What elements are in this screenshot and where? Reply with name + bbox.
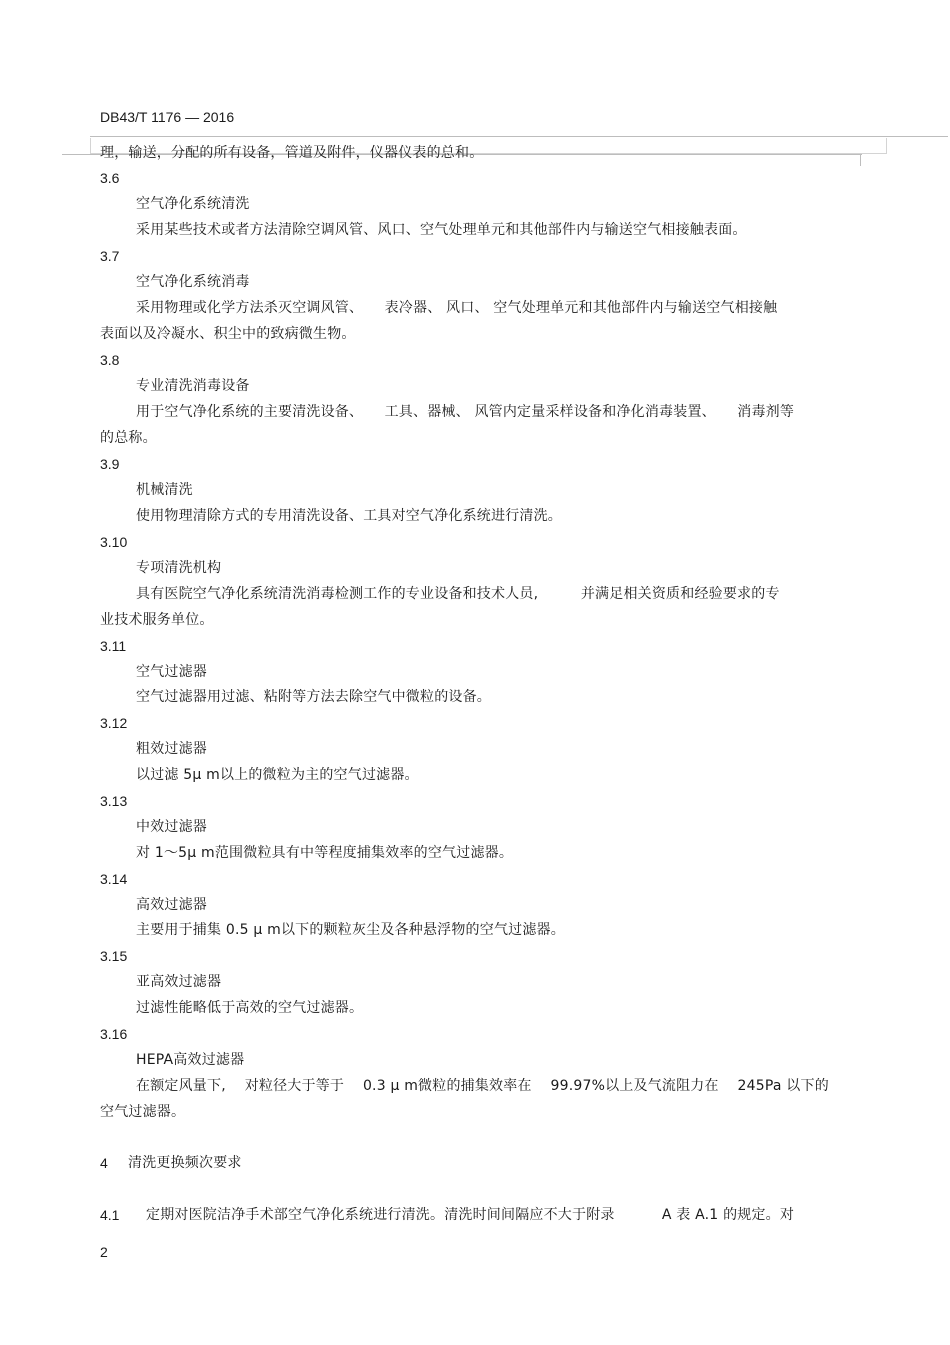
term-definition: 用于空气净化系统的主要清洗设备、 工具、器械、 风管内定量采样设备和净化消毒装置、 消毒剂等	[136, 404, 795, 420]
term-title: 专项清洗机构	[136, 560, 222, 576]
term-title: 专业清洗消毒设备	[136, 378, 250, 394]
section-number: 3.13	[100, 793, 128, 809]
term-title: 亚高效过滤器	[136, 974, 222, 990]
term-definition-cont: 的总称。	[100, 430, 157, 446]
term-definition: 具有医院空气净化系统清洗消毒检测工作的专业设备和技术人员, 并满足相关资质和经验要求的专	[136, 586, 780, 602]
term-title: 空气净化系统消毒	[136, 274, 250, 290]
term-title: 机械清洗	[136, 482, 193, 498]
section-number: 3.9	[100, 456, 120, 472]
term-definition-cont: 空气过滤器。	[100, 1104, 186, 1120]
section-number: 3.6	[100, 170, 120, 186]
term-definition: 采用某些技术或者方法清除空调风管、风口、空气处理单元和其他部件内与输送空气相接触表面。	[136, 222, 747, 238]
header-rule	[90, 136, 948, 137]
section-number: 3.14	[100, 871, 128, 887]
clause-number: 4.1	[100, 1207, 120, 1223]
section-number: 3.11	[100, 638, 127, 654]
document-code: DB43/T 1176 — 2016	[100, 109, 235, 125]
section-number: 3.12	[100, 715, 128, 731]
term-title: 空气净化系统清洗	[136, 196, 250, 212]
term-definition: 使用物理清除方式的专用清洗设备、工具对空气净化系统进行清洗。	[136, 508, 562, 524]
section-number: 3.8	[100, 352, 120, 368]
continued-paragraph: 理，输送，分配的所有设备，管道及附件，仪器仪表的总和。	[100, 145, 484, 161]
term-definition: 在额定风量下, 对粒径大于等于 0.3 μ m微粒的捕集效率在 99.97%以上及气流阻力在 245Pa 以下的	[136, 1078, 829, 1094]
section-number: 3.10	[100, 534, 128, 550]
term-definition-cont: 业技术服务单位。	[100, 612, 214, 628]
term-title: 粗效过滤器	[136, 741, 207, 757]
term-definition: 对 1～5μ m范围微粒具有中等程度捕集效率的空气过滤器。	[136, 845, 514, 861]
clause-text: 定期对医院洁净手术部空气净化系统进行清洗。清洗时间间隔应不大于附录 A 表 A.1 的规定。对	[146, 1207, 795, 1223]
term-title: 高效过滤器	[136, 897, 207, 913]
chapter-number: 4	[100, 1155, 108, 1171]
section-number: 3.16	[100, 1026, 128, 1042]
term-definition: 以过滤 5μ m以上的微粒为主的空气过滤器。	[136, 767, 419, 783]
section-number: 3.7	[100, 248, 120, 264]
term-definition-cont: 表面以及冷凝水、积尘中的致病微生物。	[100, 326, 356, 342]
page-number: 2	[100, 1244, 108, 1260]
term-definition: 空气过滤器用过滤、粘附等方法去除空气中微粒的设备。	[136, 689, 491, 705]
term-title: 空气过滤器	[136, 664, 207, 680]
term-title: 中效过滤器	[136, 819, 207, 835]
term-definition: 主要用于捕集 0.5 μ m以下的颗粒灰尘及各种悬浮物的空气过滤器。	[136, 922, 565, 938]
term-title: HEPA高效过滤器	[136, 1052, 245, 1068]
header-tick	[860, 154, 861, 166]
section-number: 3.15	[100, 948, 128, 964]
chapter-title: 清洗更换频次要求	[128, 1155, 242, 1171]
term-definition: 采用物理或化学方法杀灭空调风管、 表冷器、 风口、 空气处理单元和其他部件内与输送空气相接触	[136, 300, 778, 316]
term-definition: 过滤性能略低于高效的空气过滤器。	[136, 1000, 364, 1016]
